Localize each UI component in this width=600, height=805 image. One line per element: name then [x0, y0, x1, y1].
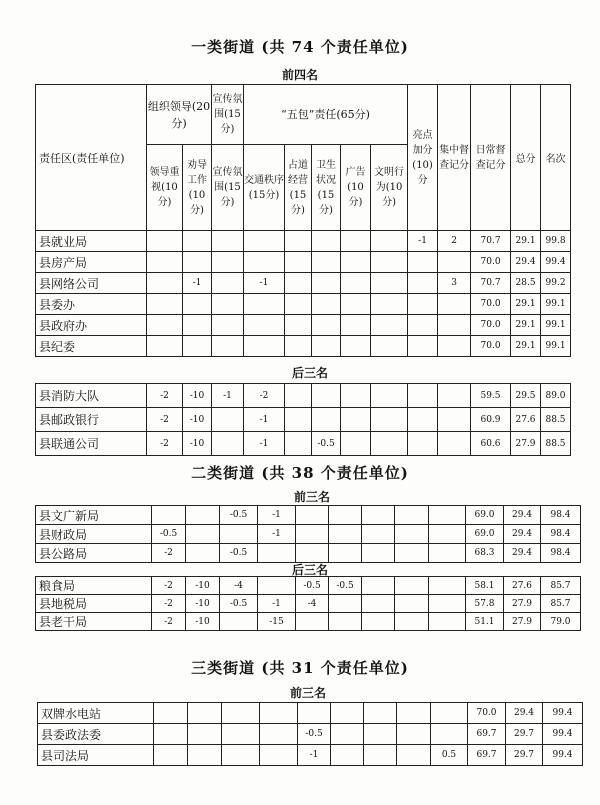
score-cell	[395, 577, 429, 595]
score-cell: -10	[186, 577, 220, 595]
score-cell	[285, 384, 312, 408]
table-row	[36, 525, 581, 544]
score-cell	[329, 506, 362, 525]
table-row	[36, 544, 581, 563]
score-cell	[429, 595, 466, 613]
unit-name: 县委政法委	[38, 724, 154, 745]
score-cell	[408, 432, 438, 456]
score-cell	[429, 577, 466, 595]
score-cell: 29.4	[504, 506, 541, 525]
score-cell	[312, 336, 341, 357]
score-cell	[285, 315, 312, 336]
unit-name: 县文广新局	[36, 506, 152, 525]
section1-top-table	[35, 84, 571, 357]
score-cell	[212, 432, 244, 456]
header-lingdao: 领导重视(10分)	[147, 145, 183, 231]
score-cell	[329, 525, 362, 544]
score-cell: 88.5	[541, 408, 571, 432]
score-cell	[429, 506, 466, 525]
score-cell	[331, 724, 364, 745]
score-cell	[364, 703, 397, 724]
score-cell	[431, 703, 468, 724]
score-cell: 89.0	[541, 384, 571, 408]
table-row	[36, 231, 571, 252]
score-cell: -1	[244, 432, 285, 456]
score-cell: -10	[186, 595, 220, 613]
score-cell	[438, 315, 471, 336]
score-cell: -0.5	[220, 544, 258, 563]
score-cell: 79.0	[541, 613, 581, 631]
score-cell: -15	[258, 613, 296, 631]
score-cell	[147, 252, 183, 273]
score-cell: -0.5	[220, 595, 258, 613]
score-cell	[147, 231, 183, 252]
score-cell	[371, 315, 408, 336]
unit-name: 双牌水电站	[38, 703, 154, 724]
score-cell	[285, 294, 312, 315]
score-cell: 68.3	[466, 544, 504, 563]
score-cell	[186, 525, 220, 544]
table-row	[38, 703, 583, 724]
score-cell: 70.0	[471, 252, 511, 273]
unit-name: 粮食局	[36, 577, 152, 595]
score-cell: 3	[438, 273, 471, 294]
score-cell: 59.5	[471, 384, 511, 408]
score-cell: 27.6	[504, 577, 541, 595]
score-cell	[220, 525, 258, 544]
score-cell: 99.1	[541, 315, 571, 336]
score-cell: -2	[152, 595, 186, 613]
score-cell	[312, 315, 341, 336]
score-cell	[258, 577, 296, 595]
table-row	[36, 408, 571, 432]
score-cell	[244, 252, 285, 273]
score-cell	[244, 294, 285, 315]
unit-name: 县邮政银行	[36, 408, 147, 432]
score-cell: 98.4	[541, 506, 581, 525]
score-cell: 29.4	[506, 703, 543, 724]
score-cell: 29.4	[504, 525, 541, 544]
section2-bottom-label: 后三名	[291, 563, 328, 577]
score-cell: 99.1	[541, 336, 571, 357]
section1-bottom-label: 后三名	[291, 366, 328, 380]
score-cell	[212, 231, 244, 252]
score-cell: -1	[212, 384, 244, 408]
score-cell	[438, 294, 471, 315]
header-weisheng: 卫生状况(15分)	[312, 145, 341, 231]
score-cell	[212, 252, 244, 273]
score-cell: -2	[152, 577, 186, 595]
score-cell	[188, 703, 222, 724]
score-cell	[296, 525, 329, 544]
score-cell	[212, 408, 244, 432]
score-cell: 0.5	[431, 745, 468, 766]
score-cell	[298, 703, 331, 724]
score-cell	[438, 252, 471, 273]
score-cell: -1	[258, 595, 296, 613]
score-cell	[371, 408, 408, 432]
score-cell	[244, 315, 285, 336]
section1-top-label: 前四名	[281, 68, 318, 82]
score-cell	[186, 544, 220, 563]
score-cell	[260, 724, 298, 745]
score-cell: -2	[152, 613, 186, 631]
score-cell: 29.7	[506, 724, 543, 745]
score-cell: 51.1	[466, 613, 504, 631]
score-cell	[285, 432, 312, 456]
score-cell: -1	[183, 273, 212, 294]
score-cell	[244, 336, 285, 357]
score-cell	[154, 745, 188, 766]
score-cell: 70.0	[468, 703, 506, 724]
score-cell: -2	[147, 384, 183, 408]
section2-top-label: 前三名	[293, 490, 330, 504]
score-cell: -10	[186, 613, 220, 631]
table-row	[36, 252, 571, 273]
score-cell	[362, 525, 395, 544]
header-richang: 日常督查记分	[471, 85, 511, 231]
score-cell: -10	[183, 408, 212, 432]
score-cell	[362, 544, 395, 563]
score-cell: -0.5	[329, 577, 362, 595]
score-cell: 29.1	[511, 231, 541, 252]
score-cell	[183, 336, 212, 357]
score-cell	[244, 231, 285, 252]
score-cell	[429, 613, 466, 631]
score-cell	[341, 231, 371, 252]
score-cell: 29.7	[506, 745, 543, 766]
score-cell	[296, 506, 329, 525]
header-xuanchuan-sub: 宣传氛围(15分)	[212, 145, 244, 231]
score-cell	[312, 231, 341, 252]
score-cell: 99.4	[543, 745, 583, 766]
unit-name: 县消防大队	[36, 384, 147, 408]
score-cell: 70.0	[471, 336, 511, 357]
score-cell: -4	[220, 577, 258, 595]
score-cell: 27.9	[504, 613, 541, 631]
unit-name: 县地税局	[36, 595, 152, 613]
score-cell	[331, 703, 364, 724]
score-cell: 28.5	[511, 273, 541, 294]
score-cell	[364, 724, 397, 745]
score-cell: -10	[183, 432, 212, 456]
table-row	[36, 384, 571, 408]
header-zongfen: 总分	[511, 85, 541, 231]
score-cell	[183, 315, 212, 336]
score-cell	[260, 703, 298, 724]
score-cell: 70.0	[471, 294, 511, 315]
score-cell	[188, 745, 222, 766]
score-cell	[147, 273, 183, 294]
header-xuanchuan: 宣传氛围(15分)	[212, 85, 244, 145]
score-cell: 70.0	[471, 315, 511, 336]
score-cell	[212, 315, 244, 336]
score-cell	[312, 384, 341, 408]
unit-name: 县财政局	[36, 525, 152, 544]
score-cell	[341, 252, 371, 273]
score-cell: 85.7	[541, 595, 581, 613]
score-cell	[212, 273, 244, 294]
score-cell	[331, 745, 364, 766]
unit-name: 县公路局	[36, 544, 152, 563]
score-cell	[371, 336, 408, 357]
score-cell	[371, 273, 408, 294]
unit-name: 县政府办	[36, 315, 147, 336]
score-cell: -4	[296, 595, 329, 613]
score-cell	[371, 252, 408, 273]
score-cell: 58.1	[466, 577, 504, 595]
score-cell	[186, 506, 220, 525]
score-cell	[431, 724, 468, 745]
score-cell	[154, 724, 188, 745]
score-cell: 27.9	[504, 595, 541, 613]
score-cell: 69.0	[466, 506, 504, 525]
score-cell: 69.7	[468, 724, 506, 745]
score-cell: 27.6	[511, 408, 541, 432]
score-cell: 99.1	[541, 294, 571, 315]
score-cell: 29.1	[511, 315, 541, 336]
score-cell: -0.5	[298, 724, 331, 745]
score-cell: -1	[258, 506, 296, 525]
score-cell: 99.8	[541, 231, 571, 252]
score-cell	[408, 294, 438, 315]
score-cell	[397, 703, 431, 724]
score-cell: 60.9	[471, 408, 511, 432]
score-cell	[429, 544, 466, 563]
section3-title: 三类街道 (共 31 个责任单位)	[191, 659, 409, 677]
score-cell	[408, 384, 438, 408]
score-cell: 29.4	[504, 544, 541, 563]
header-wubao: “五包”责任(65分)	[244, 85, 408, 145]
score-cell	[212, 294, 244, 315]
score-cell: 29.5	[511, 384, 541, 408]
score-cell	[371, 231, 408, 252]
score-cell: 88.5	[541, 432, 571, 456]
section2-top-table	[35, 505, 581, 563]
score-cell	[188, 724, 222, 745]
score-cell	[397, 724, 431, 745]
section1-bottom-table	[35, 383, 571, 456]
table-row	[36, 613, 581, 631]
unit-name: 县司法局	[38, 745, 154, 766]
score-cell	[296, 544, 329, 563]
score-cell	[329, 544, 362, 563]
score-cell	[312, 408, 341, 432]
score-cell: 60.6	[471, 432, 511, 456]
score-cell	[408, 336, 438, 357]
section2-bottom-table	[35, 576, 581, 631]
score-cell	[408, 315, 438, 336]
score-cell: -1	[408, 231, 438, 252]
score-cell	[312, 252, 341, 273]
score-cell: 99.2	[541, 273, 571, 294]
score-cell: 29.1	[511, 336, 541, 357]
section3-top-table	[37, 702, 583, 766]
section2-title: 二类街道 (共 38 个责任单位)	[191, 464, 409, 482]
score-cell	[312, 273, 341, 294]
score-cell: 70.7	[471, 231, 511, 252]
score-cell	[220, 613, 258, 631]
score-cell	[408, 252, 438, 273]
score-cell: -2	[152, 544, 186, 563]
unit-name: 县房产局	[36, 252, 147, 273]
score-cell	[395, 595, 429, 613]
score-cell	[154, 703, 188, 724]
score-cell: 99.4	[543, 703, 583, 724]
score-cell	[362, 613, 395, 631]
score-cell	[438, 336, 471, 357]
score-cell: -0.5	[220, 506, 258, 525]
score-cell	[395, 613, 429, 631]
score-cell: 27.9	[511, 432, 541, 456]
score-cell: -0.5	[152, 525, 186, 544]
score-cell: -0.5	[312, 432, 341, 456]
score-cell	[371, 432, 408, 456]
score-cell: 29.1	[511, 294, 541, 315]
unit-name: 县委办	[36, 294, 147, 315]
table-row	[36, 336, 571, 357]
score-cell	[222, 724, 260, 745]
header-wenming: 文明行为(10分)	[371, 145, 408, 231]
section1-title: 一类街道 (共 74 个责任单位)	[191, 38, 409, 56]
score-cell	[152, 506, 186, 525]
score-cell: 69.0	[466, 525, 504, 544]
score-cell	[438, 432, 471, 456]
score-cell: 29.4	[511, 252, 541, 273]
score-cell: 70.7	[471, 273, 511, 294]
score-cell	[341, 408, 371, 432]
header-jizhong: 集中督查记分	[438, 85, 471, 231]
score-cell: 98.4	[541, 544, 581, 563]
score-cell	[222, 745, 260, 766]
score-cell	[183, 231, 212, 252]
score-cell	[285, 231, 312, 252]
score-cell	[362, 506, 395, 525]
table-row	[36, 315, 571, 336]
header-zhandao: 占道经营(15分)	[285, 145, 312, 231]
score-cell	[147, 336, 183, 357]
table-row	[36, 432, 571, 456]
score-cell	[395, 544, 429, 563]
score-cell	[222, 703, 260, 724]
header-mingci: 名次	[541, 85, 571, 231]
score-cell	[312, 294, 341, 315]
score-cell	[147, 294, 183, 315]
score-cell	[408, 273, 438, 294]
score-cell	[341, 273, 371, 294]
score-cell: 99.4	[543, 724, 583, 745]
score-cell	[260, 745, 298, 766]
unit-name: 县联通公司	[36, 432, 147, 456]
score-cell: 98.4	[541, 525, 581, 544]
score-cell	[397, 745, 431, 766]
score-cell: 69.7	[468, 745, 506, 766]
score-cell: 57.8	[466, 595, 504, 613]
score-cell: -2	[147, 408, 183, 432]
table-row	[38, 745, 583, 766]
table-row	[38, 724, 583, 745]
score-cell	[341, 294, 371, 315]
score-cell	[362, 577, 395, 595]
score-cell	[329, 595, 362, 613]
score-cell	[341, 432, 371, 456]
score-cell	[429, 525, 466, 544]
unit-name: 县就业局	[36, 231, 147, 252]
score-cell: 99.4	[541, 252, 571, 273]
header-org: 组织领导(20分)	[147, 85, 212, 145]
score-cell: -1	[244, 408, 285, 432]
score-cell	[395, 525, 429, 544]
table-row	[36, 273, 571, 294]
score-cell	[285, 273, 312, 294]
score-cell	[329, 613, 362, 631]
unit-name: 县网络公司	[36, 273, 147, 294]
score-cell: 2	[438, 231, 471, 252]
score-cell	[147, 315, 183, 336]
score-cell: -10	[183, 384, 212, 408]
score-cell	[183, 294, 212, 315]
score-cell	[438, 384, 471, 408]
score-cell	[285, 336, 312, 357]
score-cell	[258, 544, 296, 563]
score-cell	[296, 613, 329, 631]
unit-name: 县老干局	[36, 613, 152, 631]
score-cell: -1	[258, 525, 296, 544]
score-cell	[395, 506, 429, 525]
section3-top-label: 前三名	[289, 686, 326, 700]
score-cell	[438, 408, 471, 432]
score-cell	[408, 408, 438, 432]
header-quandao: 劝导工作(10分)	[183, 145, 212, 231]
score-cell: 85.7	[541, 577, 581, 595]
header-unit: 责任区(责任单位)	[36, 85, 147, 231]
score-cell	[285, 252, 312, 273]
score-cell: -2	[147, 432, 183, 456]
score-cell	[341, 336, 371, 357]
score-cell: -1	[244, 273, 285, 294]
score-cell	[371, 294, 408, 315]
table-row	[36, 595, 581, 613]
table-row	[36, 506, 581, 525]
score-cell	[341, 384, 371, 408]
score-cell: -2	[244, 384, 285, 408]
score-cell	[285, 408, 312, 432]
header-jiaotong: 交通秩序(15分)	[244, 145, 285, 231]
score-cell	[362, 595, 395, 613]
score-cell: -1	[298, 745, 331, 766]
score-cell	[364, 745, 397, 766]
score-cell: -0.5	[296, 577, 329, 595]
table-row	[36, 577, 581, 595]
header-liangdian: 亮点加分(10)分	[408, 85, 438, 231]
score-cell	[341, 315, 371, 336]
score-cell	[183, 252, 212, 273]
score-cell	[212, 336, 244, 357]
header-guanggao: 广告(10分)	[341, 145, 371, 231]
score-cell	[371, 384, 408, 408]
table-row	[36, 294, 571, 315]
unit-name: 县纪委	[36, 336, 147, 357]
